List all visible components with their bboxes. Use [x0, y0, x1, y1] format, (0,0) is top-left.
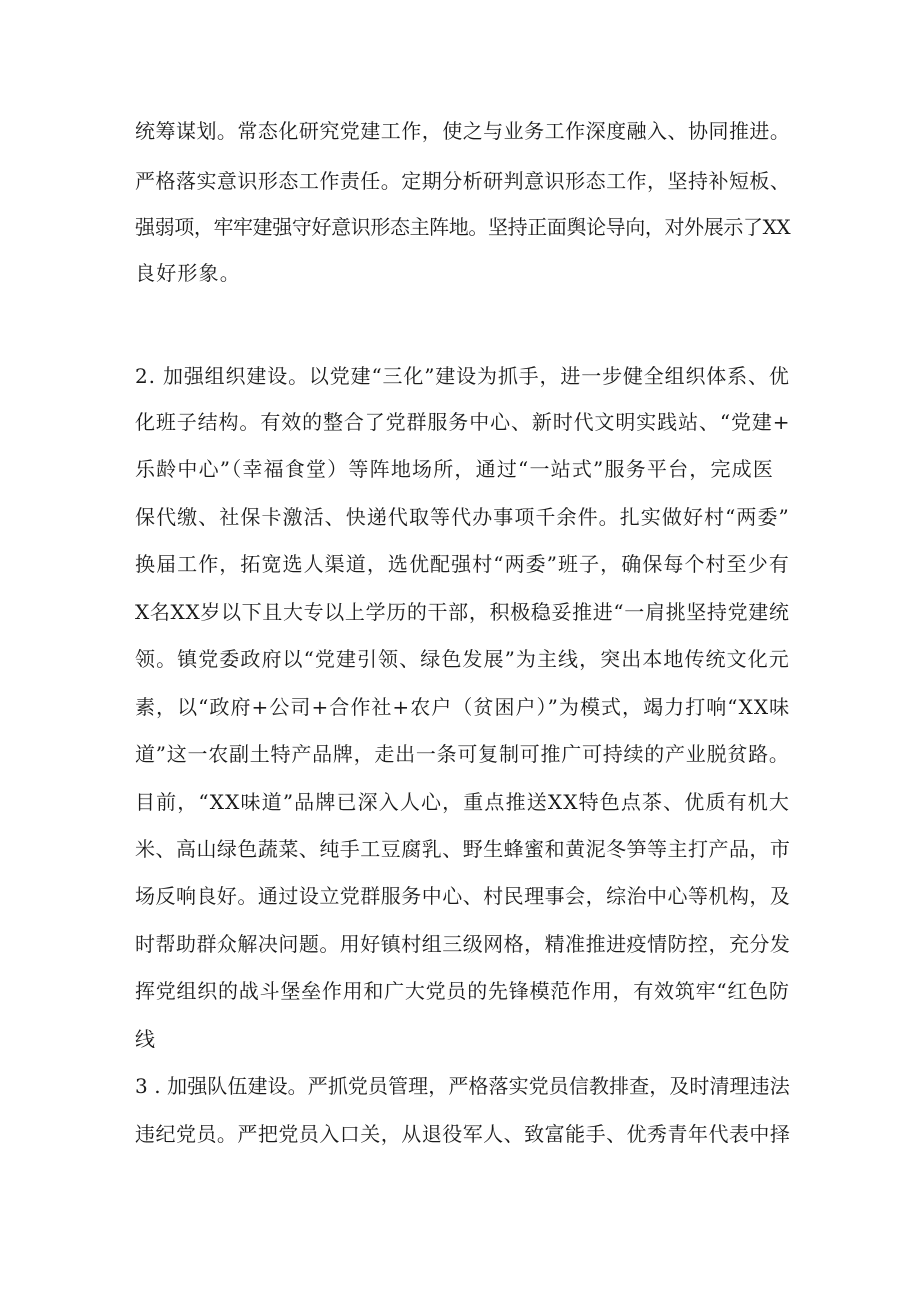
paragraph-line: 良好形象。	[135, 261, 241, 285]
paragraph-line: 时帮助群众解决问题。用好镇村组三级网格，精准推进疫情防控，充分发	[135, 932, 791, 956]
paragraph-line: 化班子结构。有效的整合了党群服务中心、新时代文明实践站、“党建+	[135, 410, 791, 434]
paragraph-line: 2. 加强组织建设。以党建“三化”建设为抓手，进一步健全组织体系、优	[135, 364, 790, 388]
paragraph-line: X名XX岁以下且大专以上学历的干部，积极稳妥推进“一肩挑坚持党建统	[135, 600, 790, 624]
paragraph-line: 场反响良好。通过设立党群服务中心、村民理事会，综治中心等机构，及	[135, 884, 791, 908]
paragraph-line: 保代缴、社保卡激活、快递代取等代办事项千余件。扎实做好村“两委”	[135, 505, 790, 529]
paragraph-line: 严格落实意识形态工作责任。定期分析研判意识形态工作，坚持补短板、	[135, 169, 791, 193]
paragraph-line: 换届工作，拓宽选人渠道，选优配强村“两委”班子，确保每个村至少有	[135, 552, 790, 576]
paragraph-line: 乐龄中心”（幸福食堂）等阵地场所，通过“一站式”服务平台，完成医	[135, 457, 775, 481]
paragraph-line: 强弱项，牢牢建强守好意识形态主阵地。坚持正面舆论导向，对外展示了XX	[135, 215, 791, 239]
paragraph-line: 素，以“政府+公司+合作社+农户（贫困户）”为模式，竭力打响“XX味	[135, 695, 791, 719]
paragraph-line: 违纪党员。严把党员入口关，从退役军人、致富能手、优秀青年代表中择	[135, 1122, 791, 1146]
paragraph-line: 挥党组织的战斗堡垒作用和广大党员的先锋模范作用，有效筑牢“红色防	[135, 979, 790, 1003]
paragraph-line: 3 . 加强队伍建设。严抓党员管理，严格落实党员信教排查，及时清理违法	[135, 1074, 790, 1098]
paragraph-line: 线	[135, 1027, 157, 1051]
paragraph-line: 目前，“XX味道”品牌已深入人心，重点推送XX特色点茶、优质有机大	[135, 790, 791, 814]
paragraph-line: 领。镇党委政府以“党建引领、绿色发展”为主线，突出本地传统文化元	[135, 647, 790, 671]
paragraph-line: 道”这一农副土特产品牌，走出一条可复制可推广可持续的产业脱贫路。	[135, 742, 790, 766]
paragraph-line: 米、高山绿色蔬菜、纯手工豆腐乳、野生蜂蜜和黄泥冬笋等主打产品，市	[135, 837, 791, 861]
paragraph-line: 统筹谋划。常态化研究党建工作，使之与业务工作深度融入、协同推进。	[135, 119, 791, 143]
